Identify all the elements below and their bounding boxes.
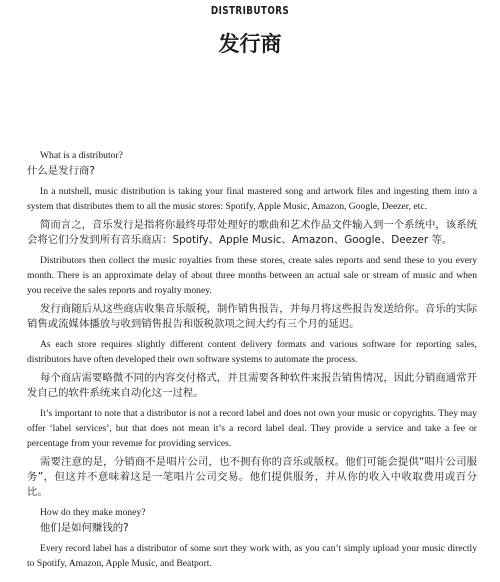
chapter-title-english: DISTRIBUTORS <box>210 4 290 17</box>
paragraph-3-en: As each store requires slightly different content delivery formats and various software for reporting sales, distributors have often developed their own software systems to automate the process. <box>27 339 477 365</box>
chapter-title-chinese: 发行商 <box>218 32 282 56</box>
body-text <box>27 148 477 575</box>
paragraph-5-en: Every record label has a distributor of some sort they work with, as you can’t simply upload your music directly to Spotify, Amazon, Apple Music, and Beatport. <box>27 543 477 569</box>
paragraph-1-zh: 简而言之，音乐发行是指将你最终母带处理好的歌曲和艺术作品文件输入到一个系统中，该系统会将它们分发到所有音乐商店：Spotify、Apple Music、Amazon、Google、Deezer 等。 <box>27 219 477 246</box>
question-what-is-distributor-en: What is a distributor? <box>40 150 123 161</box>
paragraph-4-en: It’s important to note that a distributor is not a record label and does not own your music or copyrights. They may offer ‘label services’, but that does not mean it’s a record label deal. They provide a service and take a fee or percentage from your revenue for providing services. <box>27 408 477 449</box>
paragraph-1-en: In a nutshell, music distribution is taking your final mastered song and artwork files and ingesting them into a system that distributes them to all the music stores: Spotify, Apple Music, Amazon, Google, Deezer, etc. <box>27 186 477 212</box>
question-how-make-money-en: How do they make money? <box>40 507 146 518</box>
paragraph-3-zh: 每个商店需要略微不同的内容交付格式，并且需要各种软件来报告销售情况，因此分销商通常开发自己的软件系统来自动化这一过程。 <box>27 372 477 399</box>
paragraph-2-zh: 发行商随后从这些商店收集音乐版税，制作销售报告，并每月将这些报告发送给你。音乐的实际销售或流媒体播放与收到销售报告和版税款项之间大约有三个月的延迟。 <box>27 303 477 330</box>
paragraph-2-en: Distributors then collect the music royalties from these stores, create sales reports and send these to you every month. There is an approximate delay of about three months between an actual sale or stream of music and when you receive the sales reports and royalty money. <box>27 255 477 296</box>
question-how-make-money-zh: 他们是如何赚钱的? <box>40 522 129 534</box>
paragraph-4-zh: 需要注意的是，分销商不是唱片公司，也不拥有你的音乐或版权。他们可能会提供“唱片公司服务”，但这并不意味着这是一笔唱片公司交易。他们提供服务，并从你的收入中收取费用或百分比。 <box>27 456 477 498</box>
question-what-is-distributor-zh: 什么是发行商? <box>27 165 95 177</box>
